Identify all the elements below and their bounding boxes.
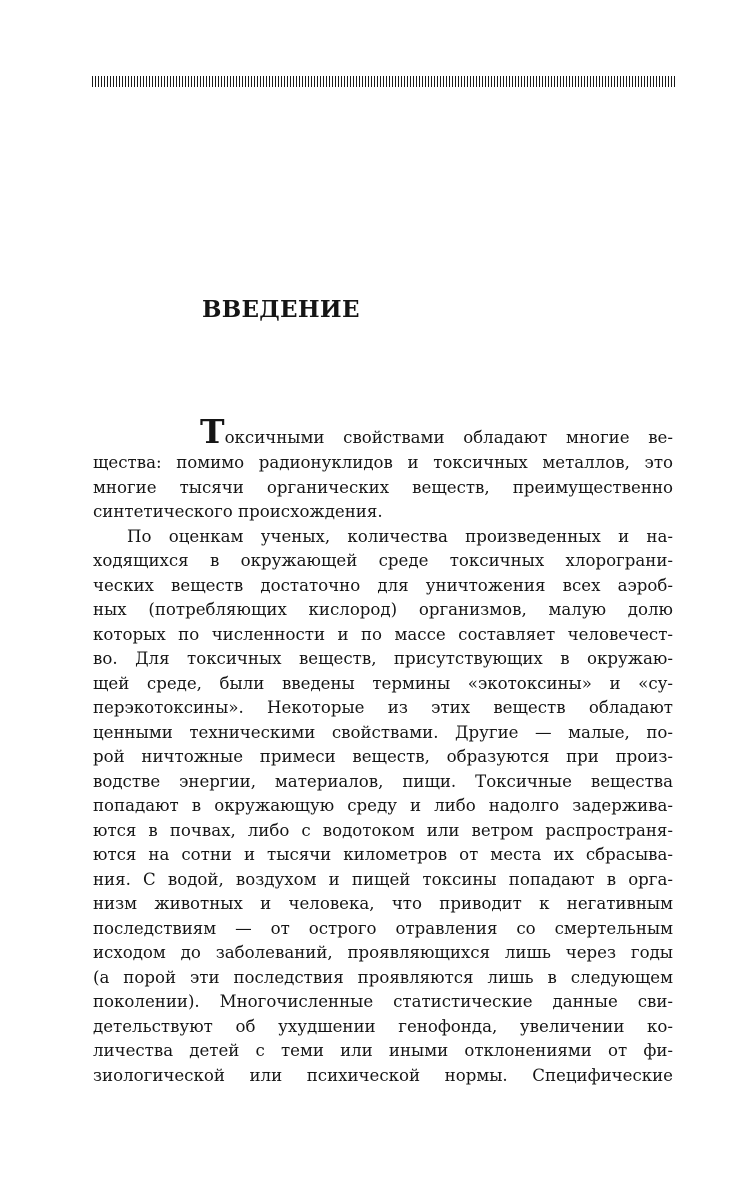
text-line: ческих веществ достаточно для уничтожения всех аэроб- [93,575,673,595]
text-line: рой ничтожные примеси веществ, образуются при произ- [93,747,673,766]
text-line [93,413,673,451]
text-line: (а порой эти последствия проявляются лишь в следующем [93,967,673,987]
text-line: щества: помимо радионуклидов и токсичных металлов, это [93,453,673,472]
text-line: многие тысячи органических веществ, преимущественно [93,477,673,497]
text-line: низм животных и человека, что приводит к негативным [93,894,673,913]
text-line: попадают в окружающую среду и либо надолго задержива- [93,796,673,815]
text-line: детельствуют об ухудшении генофонда, увеличении ко- [93,1016,673,1036]
text-line: которых по численности и по массе составляет человечест- [93,624,673,644]
text-line: последствиям — от острого отравления со смертельным [93,918,673,938]
text-line: водстве энергии, материалов, пищи. Токсичные вещества [93,771,673,791]
text-line: ных (потребляющих кислород) организмов, малую долю [93,600,673,619]
text-line: ходящихся в окружающей среде токсичных хлорограни- [93,551,673,570]
text-line: ются на сотни и тысячи километров от места их сбрасыва- [93,845,673,864]
text-line: ценными техническими свойствами. Другие — малые, по- [93,722,673,742]
text-line: перэкотоксины». Некоторые из этих веществ обладают [93,698,673,717]
text-line: По оценкам ученых, количества произведенных и на- [127,526,673,546]
text-line: зиологической или психической нормы. Специфические [93,1065,673,1085]
text-line: щей среде, были введены термины «экотоксины» и «су- [93,673,673,693]
text-line: поколении). Многочисленные статистические данные сви- [93,992,673,1011]
first-line-text: оксичными свойствами обладают многие ве- [224,428,673,447]
chapter-title: ВВЕДЕНИЕ [202,296,360,323]
text-line: синтетического происхождения. [93,502,383,521]
text-line: ния. С водой, воздухом и пищей токсины попадают в орга- [93,869,673,889]
header-decorative-rule [92,76,676,87]
text-line: исходом до заболеваний, проявляющихся лишь через годы [93,943,673,962]
text-line: во. Для токсичных веществ, присутствующих в окружаю- [93,649,673,668]
body-text [93,413,673,1088]
text-line: ются в почвах, либо с водотоком или ветром распространя- [93,820,673,840]
drop-cap: Т [200,412,225,451]
text-line: личества детей с теми или иными отклонениями от фи- [93,1041,673,1060]
